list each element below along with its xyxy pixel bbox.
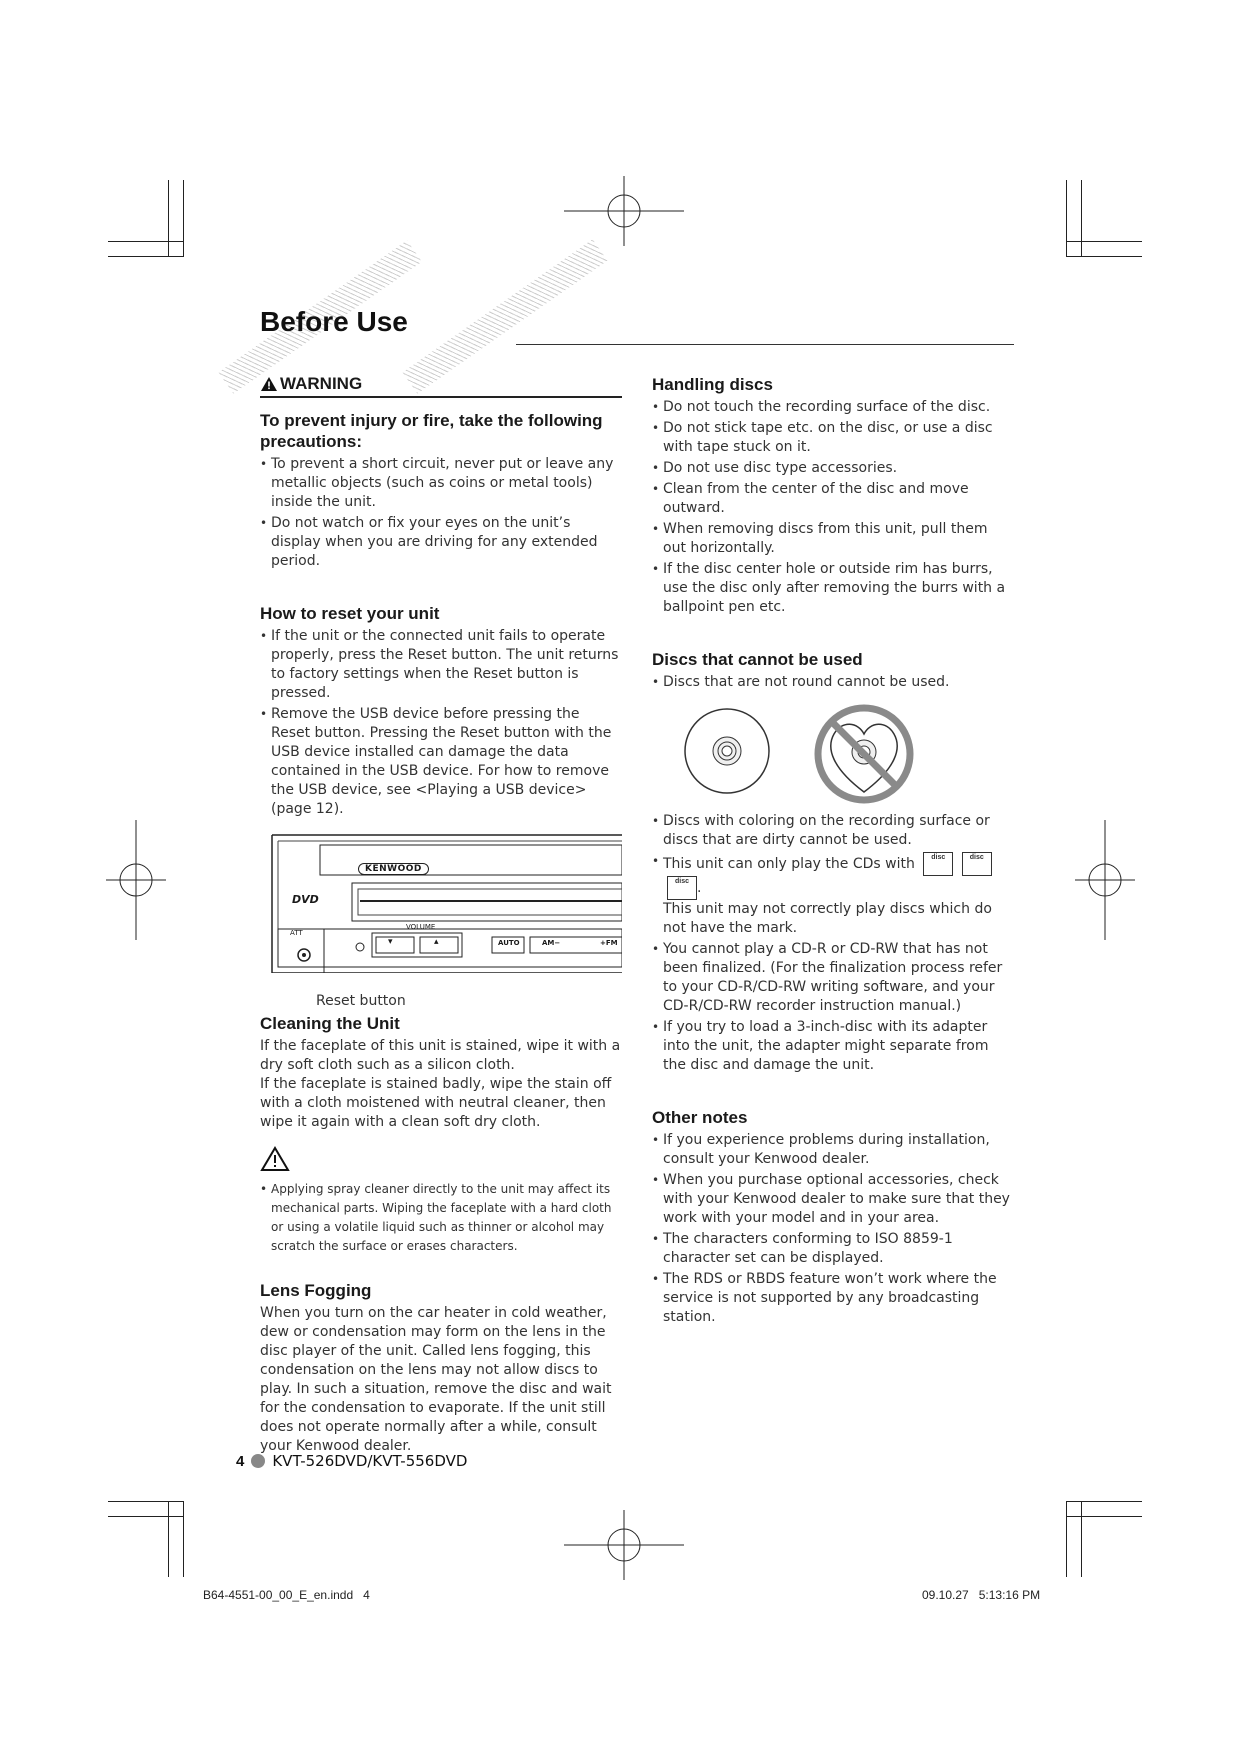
caution-icon xyxy=(260,1146,290,1172)
warning-icon xyxy=(260,376,278,392)
reset-button-caption: Reset button xyxy=(316,993,406,1009)
list-item: • Do not watch or fix your eyes on the unit’s display when you are driving for any extended period. xyxy=(260,514,622,571)
list-item: • Do not touch the recording surface of the disc. xyxy=(652,398,1014,417)
list-item: • When removing discs from this unit, pull them out horizontally. xyxy=(652,520,1014,558)
slug-timestamp: 09.10.27 5:13:16 PM xyxy=(922,1588,1041,1602)
list-item: • If you experience problems during installation, consult your Kenwood dealer. xyxy=(652,1131,1014,1169)
handling-heading: Handling discs xyxy=(652,375,773,394)
reset-heading: How to reset your unit xyxy=(260,604,440,623)
cannot-heading: Discs that cannot be used xyxy=(652,650,863,669)
list-item: • Do not stick tape etc. on the disc, or use a disc with tape stuck on it. xyxy=(652,419,1014,457)
round-disc-icon xyxy=(682,706,772,796)
dvd-logo: DVD xyxy=(292,893,319,906)
cleaning-text-2: If the faceplate is stained badly, wipe the stain off with a cloth moistened with neutral cleaner, then wipe it again with a clean soft dry cloth. xyxy=(260,1076,612,1130)
list-item: • To prevent a short circuit, never put or leave any metallic objects (such as coins or metal tools) inside the unit. xyxy=(260,455,622,512)
right-column xyxy=(652,374,1014,1329)
list-item: • Applying spray cleaner directly to the unit may affect its mechanical parts. Wiping the faceplate with a hard cloth or using a volatile liquid such as thinner or alcohol may scratch the surface or erases characters. xyxy=(260,1180,622,1256)
list-item: • If the unit or the connected unit fails to operate properly, press the Reset button. The unit returns to factory settings when the Reset button is pressed. xyxy=(260,627,622,703)
am-label: AM− xyxy=(542,939,561,947)
registration-mark-top xyxy=(564,176,684,246)
cannot-list-2 xyxy=(652,812,1014,1075)
page-title: Before Use xyxy=(260,306,408,337)
list-item: • If the disc center hole or outside rim has burrs, use the disc only after removing the burrs with a ballpoint pen etc. xyxy=(652,560,1014,617)
cleaning-heading: Cleaning the Unit xyxy=(260,1014,400,1033)
injury-list xyxy=(260,455,622,571)
brand-logo: KENWOOD xyxy=(358,863,429,875)
title-rule xyxy=(516,344,1014,345)
page-number: 4 xyxy=(236,1452,245,1470)
caution-list xyxy=(260,1180,622,1256)
auto-label: AUTO xyxy=(498,939,520,947)
list-item: • When you purchase optional accessories, check with your Kenwood dealer to make sure that they work with your model and in your area. xyxy=(652,1171,1014,1228)
list-item: • You cannot play a CD-R or CD-RW that has not been finalized. (For the finalization process refer to your CD-R/CD-RW writing software, and your CD-R/CD-RW recorder instruction manual.) xyxy=(652,940,1014,1016)
list-item: • The characters conforming to ISO 8859-1 character set can be displayed. xyxy=(652,1230,1014,1268)
model-name: KVT-526DVD/KVT-556DVD xyxy=(272,1452,468,1470)
cleaning-text-1: If the faceplate of this unit is stained, wipe it with a dry soft cloth such as a silicon cloth. xyxy=(260,1038,621,1073)
list-item: • Clean from the center of the disc and move outward. xyxy=(652,480,1014,518)
cd-mark-text: This unit can only play the CDs with xyxy=(663,856,915,872)
registration-mark-bottom xyxy=(564,1510,684,1580)
list-item: • The RDS or RBDS feature won’t work where the service is not supported by any broadcasting station. xyxy=(652,1270,1014,1327)
footer-dot-icon xyxy=(251,1454,265,1468)
cd-mark-note: This unit may not correctly play discs which do not have the mark. xyxy=(663,901,992,936)
faceplate-illustration xyxy=(260,833,622,1009)
disc-illustrations xyxy=(652,694,1014,812)
volume-down-icon: ▾ xyxy=(388,937,393,947)
reset-list xyxy=(260,627,622,819)
compact-disc-rewritable-logo: disc xyxy=(667,876,697,900)
volume-label: VOLUME xyxy=(406,923,436,931)
other-heading: Other notes xyxy=(652,1108,748,1127)
injury-heading: To prevent injury or fire, take the following precautions: xyxy=(260,411,603,451)
list-item: • Discs that are not round cannot be used. xyxy=(652,673,1014,692)
other-list xyxy=(652,1131,1014,1327)
list-item: • Discs with coloring on the recording surface or discs that are dirty cannot be used. xyxy=(652,812,1014,850)
fog-heading: Lens Fogging xyxy=(260,1281,372,1300)
list-item: • If you try to load a 3-inch-disc with its adapter into the unit, the adapter might separate from the disc and damage the unit. xyxy=(652,1018,1014,1075)
warning-heading xyxy=(260,374,622,398)
volume-up-icon: ▴ xyxy=(434,937,439,947)
compact-disc-logo: disc xyxy=(923,852,953,876)
prohibited-heart-disc-icon xyxy=(812,702,916,806)
fm-label: +FM xyxy=(600,939,618,947)
fog-text: When you turn on the car heater in cold weather, dew or condensation may form on the lens in the disc player of the unit. Called lens fogging, this condensation on the lens may not allow discs to play. In such a situation, remove the disc and wait for the condensation to evaporate. If the unit still does not operate normally after a while, consult your Kenwood dealer. xyxy=(260,1305,612,1454)
hatch-band-right xyxy=(403,239,608,393)
att-label: ATT xyxy=(290,929,303,937)
page-footer xyxy=(236,1452,467,1470)
cannot-list-1 xyxy=(652,673,1014,692)
list-item: • Remove the USB device before pressing the Reset button. Pressing the Reset button with the USB device installed can damage the data contained in the USB device. For how to remove the USB device, see <Playing a USB device> (page 12). xyxy=(260,705,622,819)
list-item: • Do not use disc type accessories. xyxy=(652,459,1014,478)
slug-filename: B64-4551-00_00_E_en.indd 4 xyxy=(203,1588,370,1602)
left-column xyxy=(260,374,622,1456)
compact-disc-text-logo: disc xyxy=(962,852,992,876)
list-item-cd-mark: • This unit can only play the CDs with disc disc disc . This unit may not correctly play discs which do not have the mark. xyxy=(652,852,1014,938)
registration-mark-right xyxy=(1075,820,1135,940)
warning-label: WARNING xyxy=(280,374,363,393)
handling-list xyxy=(652,398,1014,617)
registration-mark-left xyxy=(106,820,166,940)
